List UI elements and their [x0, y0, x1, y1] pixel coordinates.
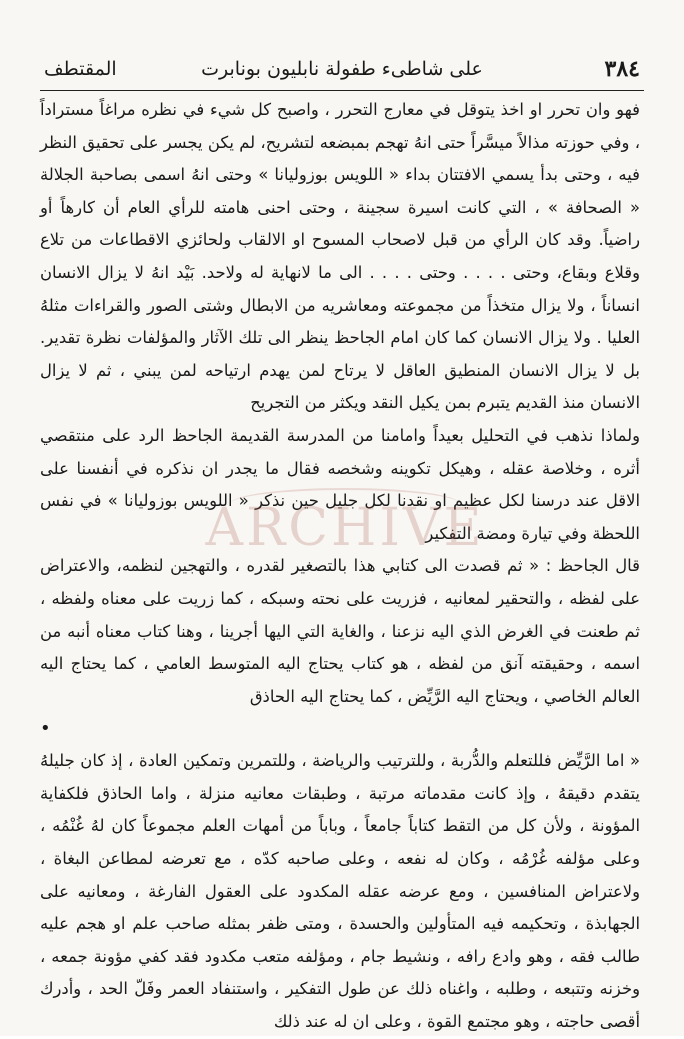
running-title: على شاطىء طفولة نابليون بونابرت [201, 58, 483, 80]
paragraph-1: فهو وان تحرر او اخذ يتوقل في معارج التحرر ، واصبح كل شيء في نظره مراغاً مستراداً ، وفي حوزته مذالاً ميسَّراً حتى انهُ تهجم بمبضعه لتشريح، لم يكن يجسر على تحقيق النظر فيه ، وحتى بدأ يسمي الافتتان بداء « اللويس بوزوليانا » وحتى انهُ اسمى بصاحبة الجلالة « الصحافة » ، التي كانت اسيرة سجينة ، وحتى احنى هامته للرأي العام أن كارهاً أو راضياً. وقد كان الرأي من قبل لاصحاب المسوح او الالقاب ولحائزي الاقطاعات من تلاع وقلاع وبقاع، وحتى . . . . وحتى . . . . الى ما لانهاية له ولاحد. بَيْد انهُ لا يزال الانسان انساناً ، ولا يزال متخذاً من مجموعته ومعاشريه من الابطال وشتى الصور والقراءات مثلهُ العليا . ولا يزال الانسان كما كان امام الجاحظ ينظر الى تلك الآثار والمؤلفات نظرة تقدير. بل لا يزال الانسان المنطيق العاقل لا يرتاح لمن يهدم ارتياحه لمن يبني ، ثم لا يزال الانسان منذ القديم يتبرم بمن يكيل النقد ويكثر من التجريح [40, 100, 640, 413]
paragraph-3: قال الجاحظ : « ثم قصدت الى كتابي هذا بالتصغير لقدره ، والتهجين لنظمه، والاعتراض على لفظه ، والتحقير لمعانيه ، فزريت على نحته وسبكه ، كما زريت على معناه ولفظه ، ثم طعنت في الغرض الذي اليه نزعنا ، والغاية التي اليها أجرينا ، وهنا كتاب معناه أنبه من اسمه ، وحقيقته آنق من لفظه ، هو كتاب يحتاج اليه المتوسط العامي ، كما يحتاج اليه العالم الخاصي ، ويحتاج اليه الرَّيِّض ، كما يحتاج اليه الحاذق [40, 556, 640, 706]
page-header [44, 52, 640, 86]
paragraph-4: « اما الرَّيِّض فللتعلم والدُّربة ، وللترتيب والرياضة ، وللتمرين وتمكين العادة ، إذ كان جليلهُ يتقدم دقيقهُ ، وإذ كانت مقدماته مرتبة ، وطبقات معانيه منزلة ، واما الحاذق فلكفاية المؤونة ، ولأن كل من التقط كتاباً جامعاً ، وباباً من أمهات العلم مجموعاً كان لهُ غُنْمُه ، وعلى مؤلفه غُرْمُه ، وكان له نفعه ، وعلى صاحبه كدّه ، مع تعرضه لمطاعن البغاة ، ولاعتراض المنافسين ، ومع عرضه عقله المكدود على العقول الفارغة ، ومعانيه على الجهابذة ، وتحكيمه فيه المتأولين والحسدة ، ومتى ظفر بمثله صاحب علم او هجم عليه طالب فقه ، وهو وادع رافه ، ونشيط جام ، ومؤلفه متعب مكدود فقد كفي مؤونة جمعه ، وخزنه وتتبعه ، وطلبه ، واغناه ذلك عن طول التفكير ، واستنفاد العمر وفَلّ الحد ، وأدرك أقصى حاجته ، وهو مجتمع القوة ، وعلى ان له عند ذلك [40, 751, 640, 1032]
section-dot: • [40, 718, 51, 740]
article-body [40, 94, 640, 1039]
journal-name: المقتطف [44, 58, 117, 80]
watermark-text: ARCHIVE [205, 498, 485, 558]
page-number: ٣٨٤ [604, 56, 640, 82]
header-rule [40, 90, 644, 91]
paragraph-2: ولماذا نذهب في التحليل بعيداً وامامنا من المدرسة القديمة الجاحظ الرد على منتقصي أثره ، وخلاصة عقله ، وهيكل تكوينه وشخصه فقال ما يجدر ان نذكره في أنفسنا على الاقل عند درسنا لكل عظيم او نقدنا لكل جليل حين نذكر « اللويس بوزوليانا » في نفس اللحظة وفي تيارة ومضة التفكير [40, 425, 640, 543]
